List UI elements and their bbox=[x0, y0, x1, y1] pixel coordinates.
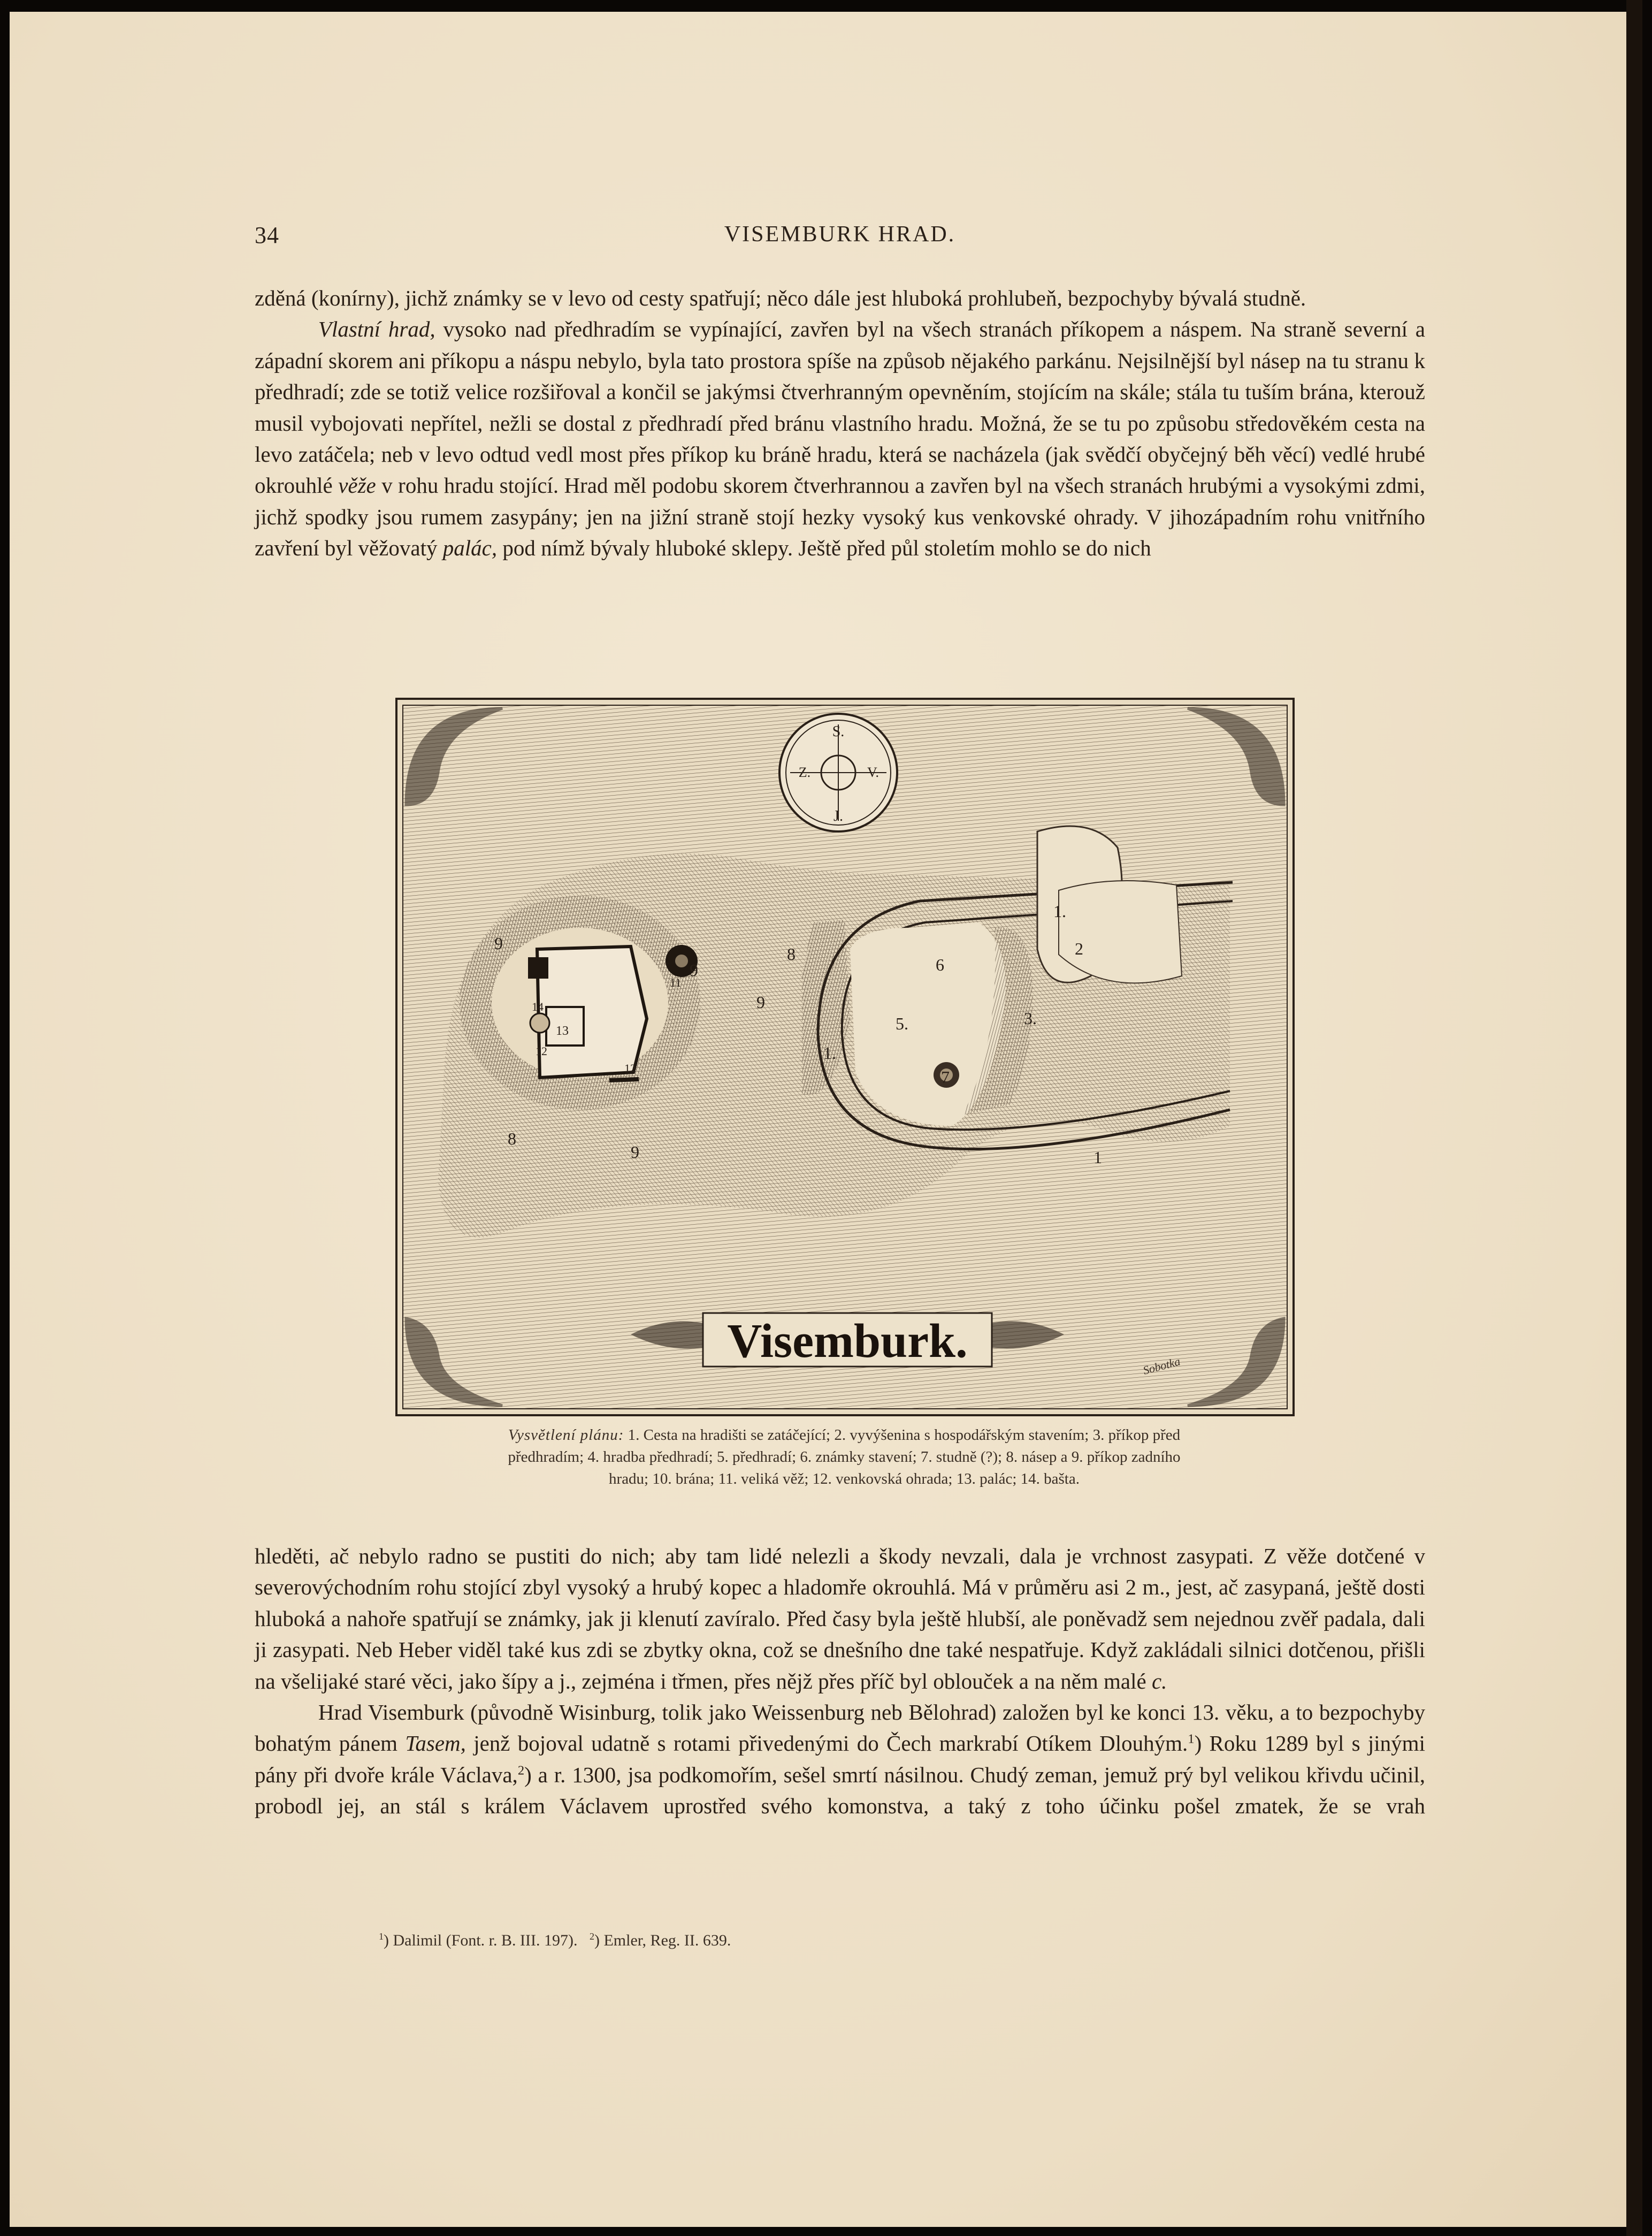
compass-east: V. bbox=[867, 765, 879, 780]
paragraph: Hrad Visemburk (původně Wisinburg, tolik jako Weissenburg neb Bělohrad) založen byl ke konci 13. věku, a to bezpochyby bohatým pánem Tasem, jenž bojoval udatně s rotami přivedenými do Čech markrabí Otíkem Dlouhým.$^1$) Roku 1289 byl s jinými pány při dvoře krále Václava,$^2$) a r. 1300, jsa podkomořím, sešel smrtí násilnou. Chudý zeman, jemuž prý byl velikou křivdu učinil, probodl jej, an stál s králem Václavem uprostřed svého komonstva, a taký z toho účinku pošel zmatek, že se vrah bbox=[255, 1700, 1425, 1819]
plan-label: 6 bbox=[936, 955, 944, 974]
paragraph: Vlastní hrad, vysoko nad předhradím se vypínající, zavřen byl na všech stranách příkopem a náspem. Na straně severní a západní skorem ani příkopu a náspu nebylo, byla tato prostora spíše na způsob nějakého parkánu. Nejsilnější byl násep na tu stranu k předhradí; zde se totiž velice rozšiřoval a končil se jakýmsi čtverhranným opevněním, stojícím na skále; stála tu tuším brána, kterouž musil vybojovati nepřítel, nežli se dostal z předhradí před bránu vlastního hradu. Možná, že se tu po způsobu středověkém cesta na levo zatáčela; neb v levo odtud vedl most přes příkop ku bráně hradu, která se nacházela (jak svědčí obyčejný běh věcí) vedlé hrubé okrouhlé věže v rohu hradu stojící. Hrad měl podobu skorem čtverhrannou a zavřen byl na všech stranách hrubými a vysokými zdmi, jichž spodky jsou rumem zasypány; jen na jižní straně stojí hezky vysoký kus venkovské ohrady. V jihozápadním rohu vnitřního zavření byl věžovatý palác, pod nímž bývaly hluboké sklepy. Ještě před půl stoletím mohlo se do nich bbox=[255, 317, 1425, 561]
plan-label: 3. bbox=[1024, 1009, 1037, 1028]
book-spine-edge bbox=[1626, 0, 1642, 2236]
castle-plan-engraving bbox=[395, 698, 1295, 1416]
compass-west: Z. bbox=[798, 765, 811, 780]
running-title: VISEMBURK HRAD. bbox=[724, 222, 956, 247]
compass-north: S. bbox=[832, 723, 845, 740]
page bbox=[10, 12, 1636, 2227]
footnotes: $^1$) Dalimil (Font. r. B. III. 197). $^2$) Emler, Reg. II. 639. bbox=[379, 1931, 731, 1949]
text-block-top bbox=[255, 283, 1425, 564]
compass-rose bbox=[779, 714, 897, 831]
paragraph: zděná (konírny), jichž známky se v levo od cesty spatřují; něco dále jest hluboká prohlubeň, bezpochyby bývalá studně. bbox=[255, 286, 1306, 310]
text-block-bottom bbox=[255, 1540, 1425, 1822]
plan-label: 8 bbox=[787, 944, 796, 964]
plan-label: 14 bbox=[532, 1000, 544, 1013]
page-number: 34 bbox=[255, 222, 279, 248]
caption-lead: Vysvětlení plánu: bbox=[508, 1426, 624, 1444]
plan-label: 7 bbox=[941, 1067, 950, 1087]
paragraph: hleděti, ač nebylo radno se pustiti do nich; aby tam lidé nelezli a škody nevzali, dala je vrchnost zasypati. Z věže dotčené v severovýchodním rohu stojící zbyl vysoký a hrubý kopec a hladomře okrouhlá. Má v průměru asi 2 m., jest, ač zasypaná, ještě dosti hluboká a nahoře spatřují se známky, jak ji klenutí zavíralo. Před časy byla ještě hlubší, ale poněvadž sem nejednou zvěř padala, dali ji zasypati. Neb Heber viděl také kus zdi se zbytky okna, což se dnešního dne také nespatřuje. Když zakládali silnici dotčenou, přišli na všelijaké staré věci, jako šípy a j., zejména i třmen, přes nějž přes příč byl oblouček a na něm malé c. bbox=[255, 1544, 1425, 1693]
plan-label: 1. bbox=[823, 1043, 836, 1063]
plan-label: 9 bbox=[494, 934, 503, 953]
plan-label: 9 bbox=[631, 1142, 639, 1162]
plan-label: 1. bbox=[1053, 902, 1066, 921]
castle-plan-figure bbox=[395, 698, 1295, 1416]
figure-caption: Vysvětlení plánu: 1. Cesta na hradišti se zatáčející; 2. vyvýšenina s hospodářským stavením; 3. příkop před předhradím; 4. hradba předhradí; 5. předhradí; 6. známky stavení; 7. studně (?); 8. násep a 9. příkop zadního hradu; 10. brána; 11. veliká věž; 12. venkovská ohrada; 13. palác; 14. bašta. bbox=[508, 1426, 1181, 1487]
plan-label: 12 bbox=[536, 1044, 547, 1058]
plan-label: 13 bbox=[556, 1024, 569, 1038]
plan-title: Visemburk. bbox=[727, 1315, 968, 1368]
plan-label: 8 bbox=[508, 1129, 516, 1148]
engraver-signature: Sobotka bbox=[1141, 1354, 1182, 1377]
plan-label: 5. bbox=[896, 1014, 908, 1033]
page-header bbox=[255, 222, 1425, 254]
plan-label: 2 bbox=[1075, 939, 1083, 958]
plan-label: 1 bbox=[1093, 1148, 1102, 1167]
plan-label: 9 bbox=[690, 960, 698, 980]
compass-south: J. bbox=[833, 808, 843, 825]
plan-label: 9 bbox=[756, 993, 765, 1012]
plan-label: 12 bbox=[624, 1062, 636, 1075]
plan-label: 11 bbox=[670, 976, 682, 989]
